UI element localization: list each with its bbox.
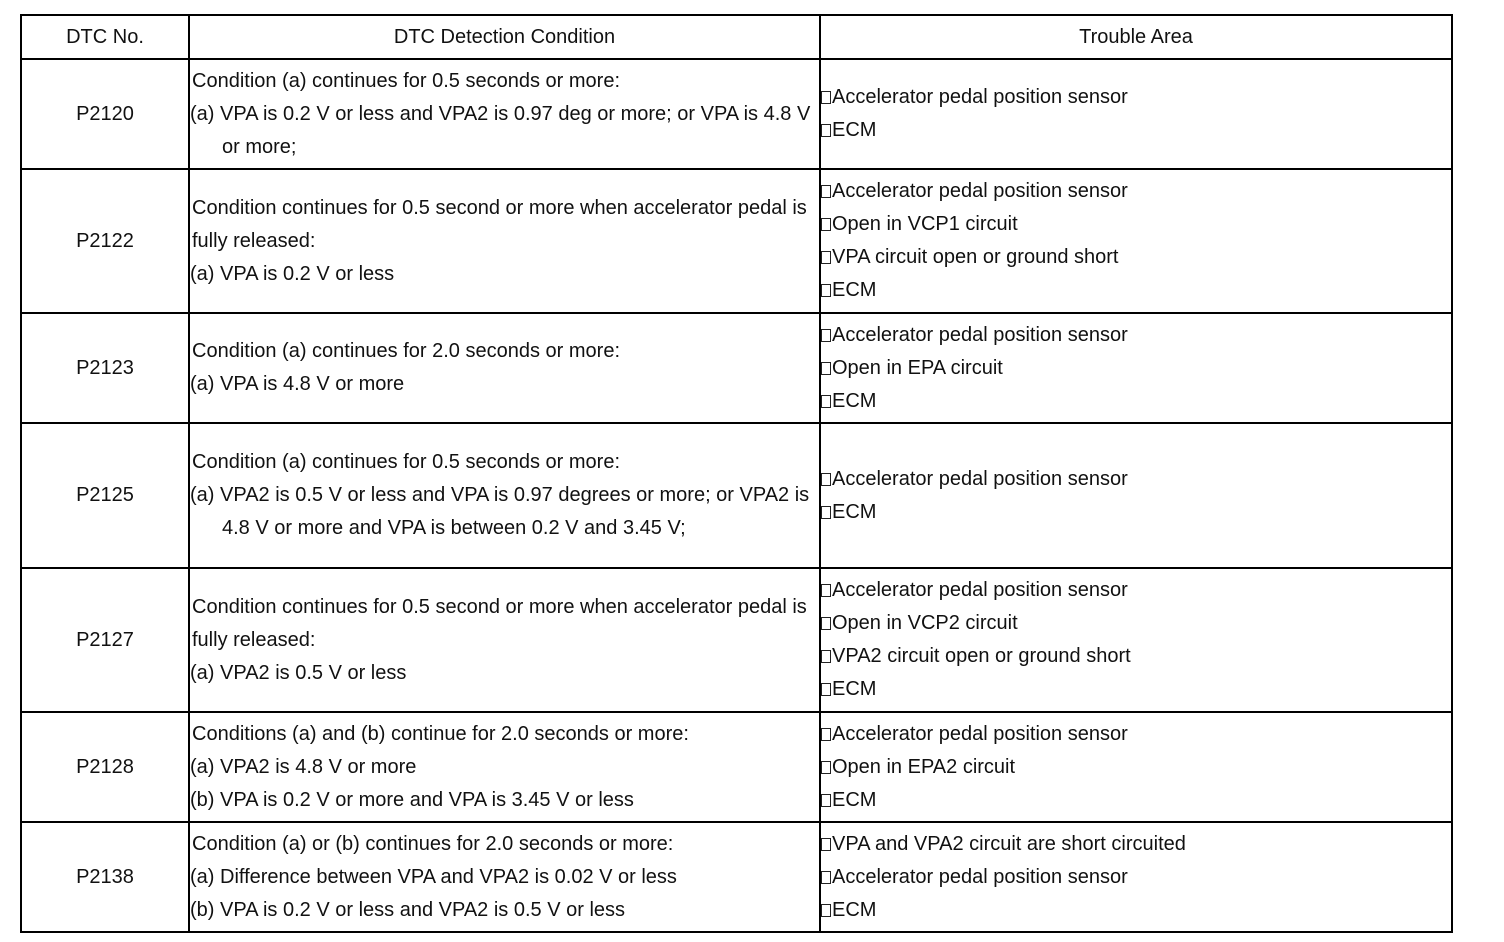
condition-lead: Condition (a) or (b) continues for 2.0 seconds or more: (192, 832, 674, 855)
checkbox-icon (821, 329, 831, 342)
trouble-area-item: Accelerator pedal position sensor (821, 81, 1451, 114)
checkbox-icon (821, 683, 831, 696)
dtc-table (20, 14, 1453, 933)
condition-item: (a) VPA is 0.2 V or less (190, 262, 395, 285)
checkbox-icon (821, 251, 831, 264)
trouble-area (820, 822, 1452, 932)
checkbox-icon (821, 761, 831, 774)
checkbox-icon (821, 473, 831, 486)
detection-condition (189, 423, 820, 568)
checkbox-icon (821, 185, 831, 198)
checkbox-icon (821, 904, 831, 917)
trouble-area-item: Open in VCP1 circuit (821, 208, 1451, 241)
trouble-area-item: Accelerator pedal position sensor (821, 574, 1451, 607)
dtc-code: P2125 (21, 423, 189, 568)
trouble-area-item: VPA circuit open or ground short (821, 241, 1451, 274)
trouble-area (820, 313, 1452, 423)
condition-item: (b) VPA is 0.2 V or more and VPA is 3.45 V or less (190, 788, 634, 811)
trouble-area-item: Open in VCP2 circuit (821, 607, 1451, 640)
condition-item: (a) VPA2 is 0.5 V or less and VPA is 0.97 degrees or more; or VPA2 is 4.8 V or more and VPA is between 0.2 V and 3.45 V; (190, 484, 810, 539)
trouble-area-item: ECM (821, 274, 1451, 307)
table-row (21, 169, 1452, 313)
checkbox-icon (821, 362, 831, 375)
condition-item: (a) VPA2 is 4.8 V or more (190, 755, 417, 778)
detection-condition (189, 313, 820, 423)
trouble-area-item: Open in EPA circuit (821, 352, 1451, 385)
detection-condition (189, 822, 820, 932)
table-row (21, 59, 1452, 169)
dtc-code: P2138 (21, 822, 189, 932)
checkbox-icon (821, 650, 831, 663)
trouble-area-item: Open in EPA2 circuit (821, 751, 1451, 784)
detection-condition (189, 169, 820, 313)
trouble-area-item: ECM (821, 673, 1451, 706)
trouble-area (820, 568, 1452, 712)
checkbox-icon (821, 838, 831, 851)
trouble-area (820, 59, 1452, 169)
detection-condition (189, 59, 820, 169)
condition-item: (a) Difference between VPA and VPA2 is 0.02 V or less (190, 865, 677, 888)
table-row (21, 568, 1452, 712)
trouble-area-item: ECM (821, 784, 1451, 817)
trouble-area-item: Accelerator pedal position sensor (821, 175, 1451, 208)
trouble-area-item: Accelerator pedal position sensor (821, 319, 1451, 352)
condition-item: (a) VPA is 0.2 V or less and VPA2 is 0.97 deg or more; or VPA is 4.8 V or more; (190, 102, 811, 158)
trouble-area-item: Accelerator pedal position sensor (821, 718, 1451, 751)
checkbox-icon (821, 617, 831, 630)
condition-lead: Condition (a) continues for 0.5 seconds or more: (192, 451, 620, 473)
checkbox-icon (821, 506, 831, 519)
condition-item: (b) VPA is 0.2 V or less and VPA2 is 0.5 V or less (190, 898, 626, 921)
dtc-code: P2122 (21, 169, 189, 313)
condition-lead: Conditions (a) and (b) continue for 2.0 seconds or more: (192, 722, 689, 745)
detection-condition (189, 568, 820, 712)
condition-lead: Condition continues for 0.5 second or more when accelerator pedal is fully released: (192, 196, 807, 252)
trouble-area-item: ECM (821, 385, 1451, 418)
checkbox-icon (821, 728, 831, 741)
checkbox-icon (821, 91, 831, 104)
checkbox-icon (821, 218, 831, 231)
dtc-code: P2128 (21, 712, 189, 822)
condition-lead: Condition (a) continues for 0.5 seconds or more: (192, 69, 620, 92)
table-row (21, 313, 1452, 423)
checkbox-icon (821, 794, 831, 807)
checkbox-icon (821, 871, 831, 884)
header-row (21, 15, 1452, 59)
trouble-area (820, 169, 1452, 313)
trouble-area-item: ECM (821, 496, 1451, 529)
dtc-code: P2123 (21, 313, 189, 423)
table-row (21, 423, 1452, 568)
table-row (21, 712, 1452, 822)
trouble-area (820, 712, 1452, 822)
header-dtc-no: DTC No. (21, 15, 189, 59)
trouble-area-item: ECM (821, 894, 1451, 927)
trouble-area-item: ECM (821, 114, 1451, 147)
header-detection-condition: DTC Detection Condition (189, 15, 820, 59)
detection-condition (189, 712, 820, 822)
table-row (21, 822, 1452, 932)
checkbox-icon (821, 584, 831, 597)
condition-lead: Condition continues for 0.5 second or more when accelerator pedal is fully released: (192, 595, 807, 651)
checkbox-icon (821, 124, 831, 137)
condition-lead: Condition (a) continues for 2.0 seconds or more: (192, 340, 620, 362)
trouble-area-item: VPA2 circuit open or ground short (821, 640, 1451, 673)
header-trouble-area: Trouble Area (820, 15, 1452, 59)
trouble-area-item: VPA and VPA2 circuit are short circuited (821, 828, 1451, 861)
checkbox-icon (821, 284, 831, 297)
trouble-area-item: Accelerator pedal position sensor (821, 861, 1451, 894)
dtc-code: P2127 (21, 568, 189, 712)
trouble-area-item: Accelerator pedal position sensor (821, 463, 1451, 496)
condition-item: (a) VPA is 4.8 V or more (190, 373, 405, 395)
trouble-area (820, 423, 1452, 568)
dtc-code: P2120 (21, 59, 189, 169)
condition-item: (a) VPA2 is 0.5 V or less (190, 661, 407, 684)
checkbox-icon (821, 395, 831, 408)
